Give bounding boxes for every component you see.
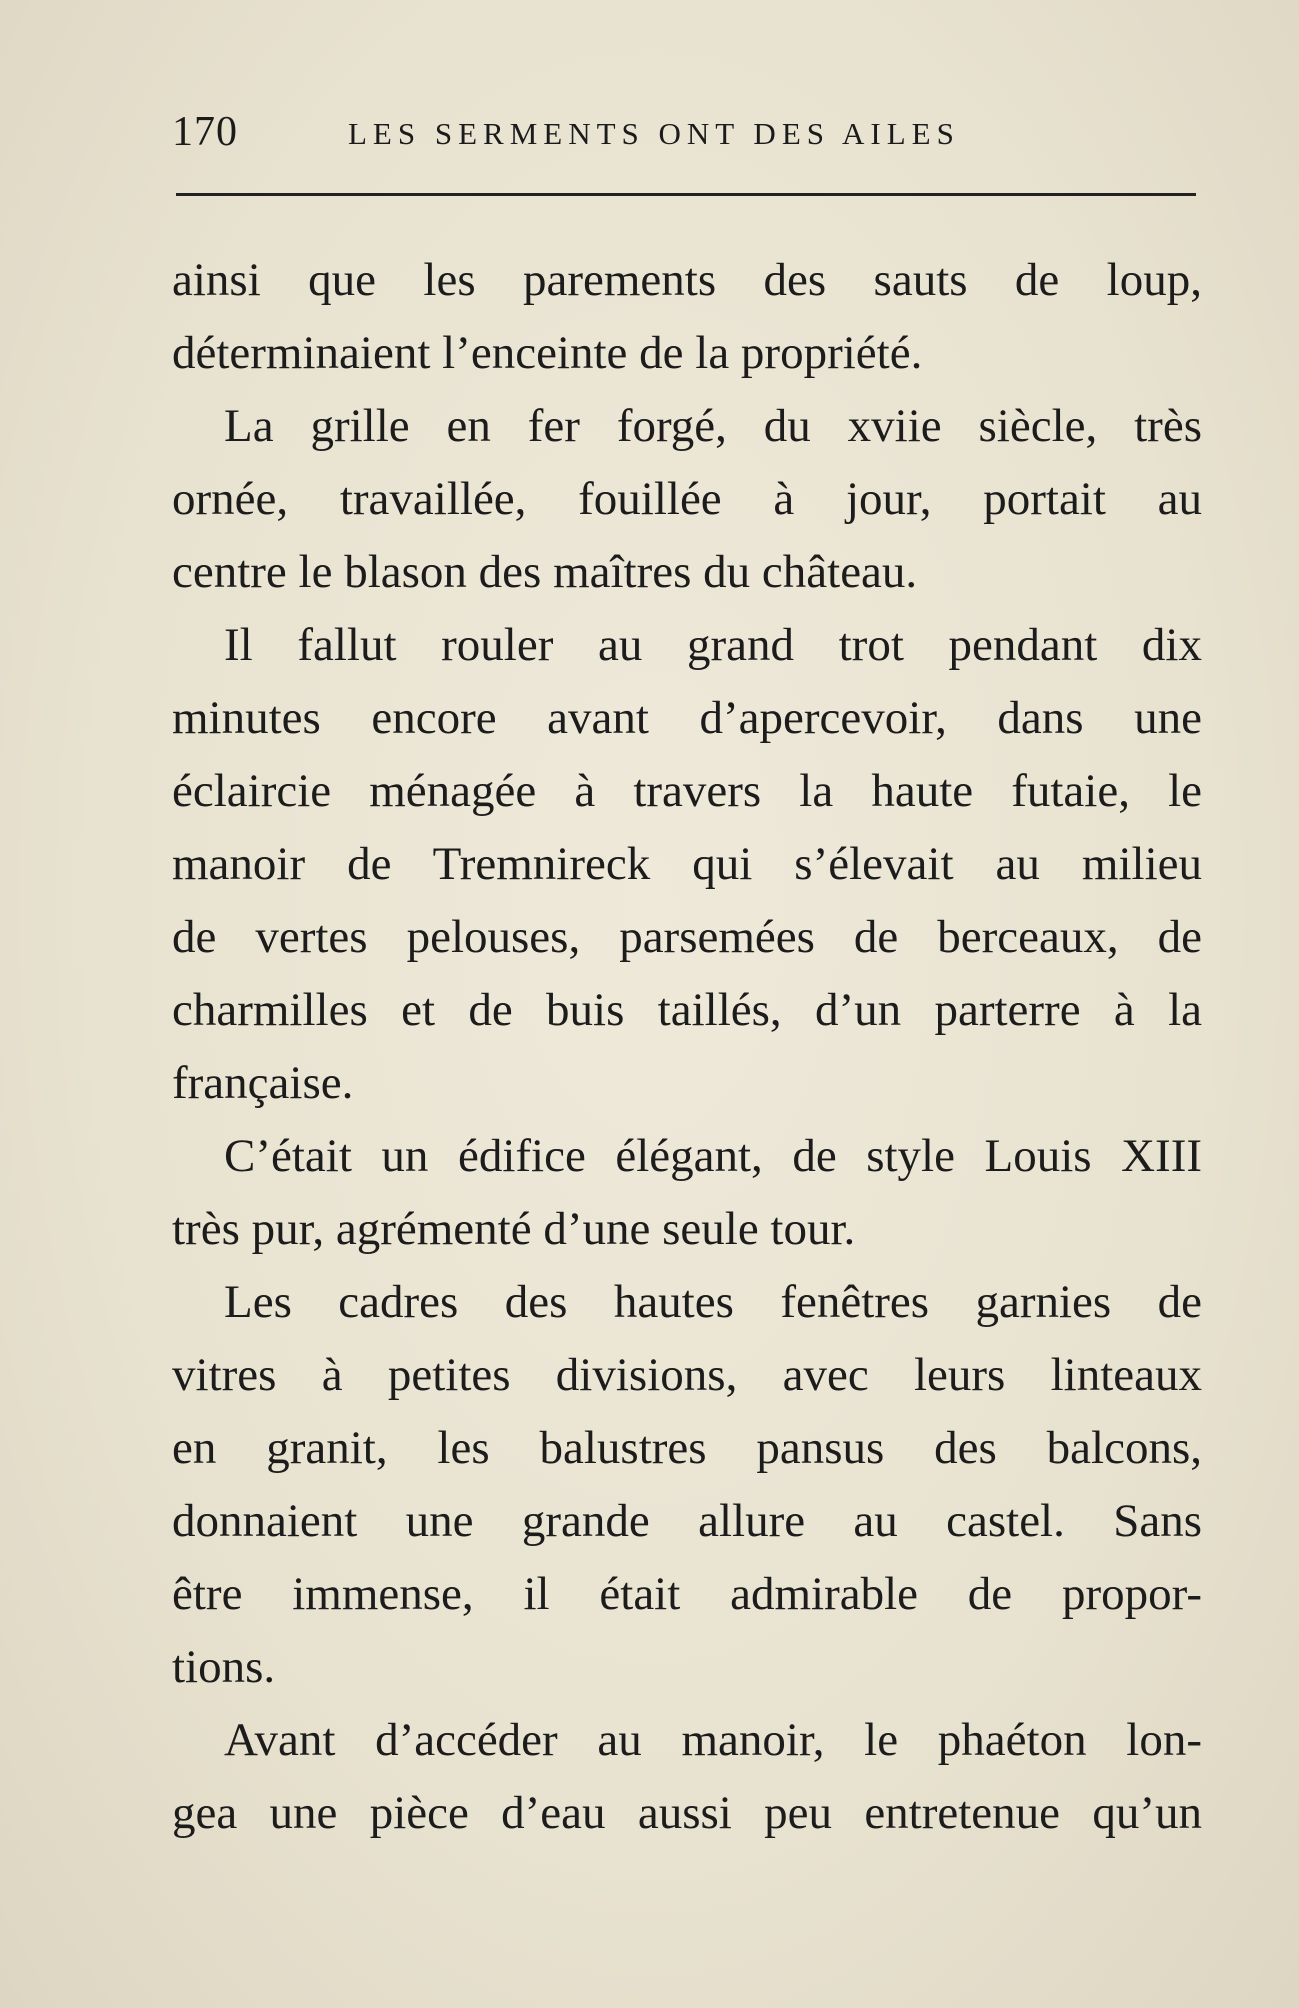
header-rule [176,193,1196,196]
text-line: manoir de Tremnireck qui s’élevait au milieu [172,838,1202,890]
text-line: en granit, les balustres pansus des balcons, [172,1422,1202,1474]
text-line: vitres à petites divisions, avec leurs linteaux [172,1349,1202,1401]
text-line: La grille en fer forgé, du xviie siècle, très [224,400,1202,452]
text-line: être immense, il était admirable de propor- [172,1568,1202,1620]
text-line: ainsi que les parements des sauts de loup, [172,254,1202,306]
page-header [172,108,1192,158]
page-number: 170 [172,109,238,155]
text-line: éclaircie ménagée à travers la haute futaie, le [172,765,1202,817]
text-line: Avant d’accéder au manoir, le phaéton lon- [224,1714,1202,1766]
text-line: Il fallut rouler au grand trot pendant dix [224,619,1202,671]
text-line: centre le blason des maîtres du château. [172,546,918,598]
text-line: Les cadres des hautes fenêtres garnies de [224,1276,1202,1328]
text-line: minutes encore avant d’apercevoir, dans une [172,692,1202,744]
text-line: de vertes pelouses, parsemées de berceaux, de [172,911,1202,963]
running-title: LES SERMENTS ONT DES AILES [348,116,960,151]
text-line: française. [172,1057,354,1109]
text-line: tions. [172,1641,276,1693]
text-line: gea une pièce d’eau aussi peu entretenue qu’un [172,1787,1202,1839]
body-text [172,244,1202,1850]
text-line: charmilles et de buis taillés, d’un parterre à la [172,984,1202,1036]
text-line: ornée, travaillée, fouillée à jour, portait au [172,473,1202,525]
text-line: déterminaient l’enceinte de la propriété. [172,327,923,379]
text-line: C’était un édifice élégant, de style Louis XIII [224,1130,1202,1182]
text-line: très pur, agrémenté d’une seule tour. [172,1203,856,1255]
text-line: donnaient une grande allure au castel. Sans [172,1495,1202,1547]
